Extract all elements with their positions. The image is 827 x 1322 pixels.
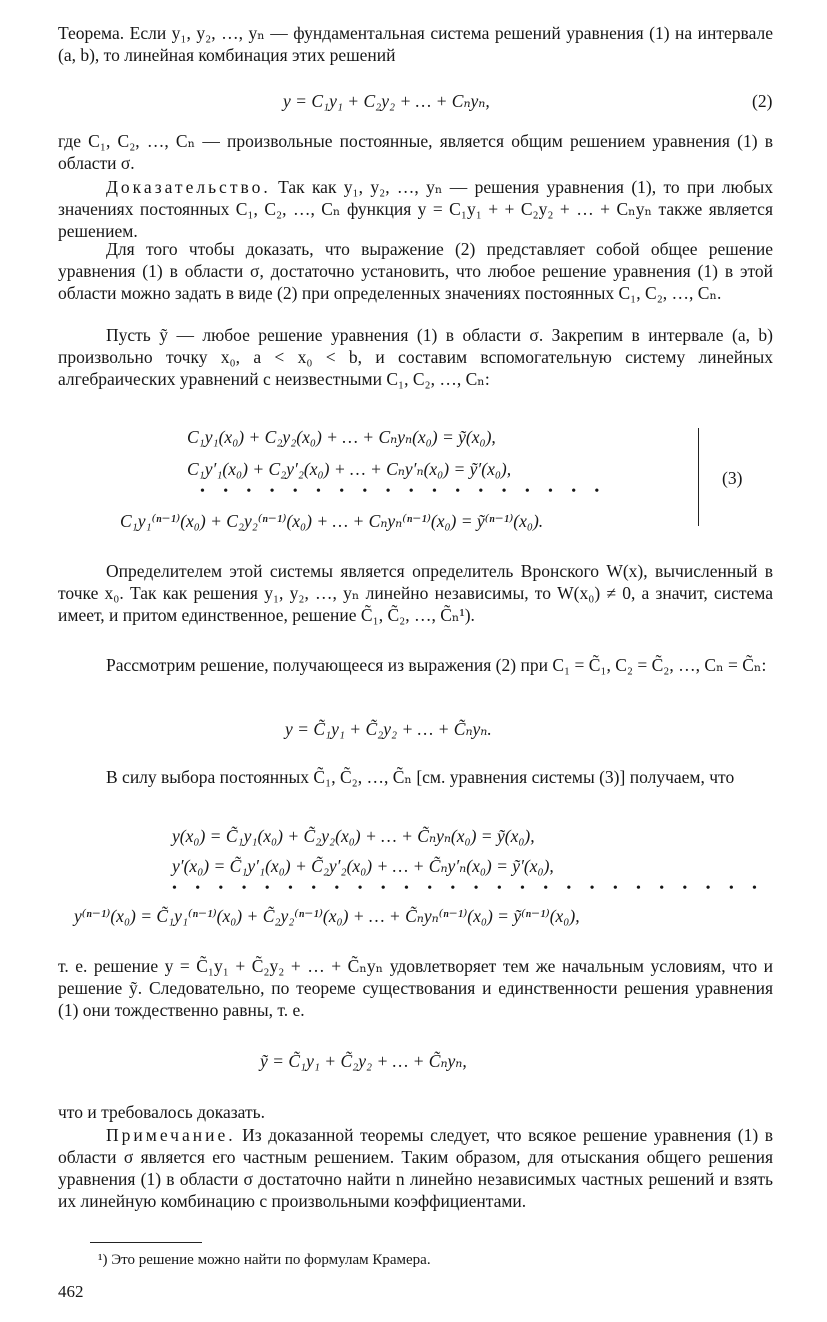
paragraph-let: Пусть ỹ — любое решение уравнения (1) в области σ. Закрепим в интервале (a, b) произвольно точку x₀, a < x₀ < b, и составим вспомогательную систему линейных алгебраических уравнений с неизвестными C₁, C₂, …, Cₙ: xyxy=(58,325,773,389)
system-b-line-1: y(x₀) = C̃₁y₁(x₀) + C̃₂y₂(x₀) + … + C̃ₙyₙ(x₀) = ỹ(x₀), xyxy=(172,826,535,846)
equation-2: y = C₁y₁ + C₂y₂ + … + Cₙyₙ, xyxy=(283,91,490,111)
system-3-brace xyxy=(686,428,699,526)
equation-final: ỹ = C̃₁y₁ + C̃₂y₂ + … + C̃ₙyₙ, xyxy=(260,1051,467,1071)
footnote-rule xyxy=(90,1242,202,1243)
footnote: ¹) Это решение можно найти по формулам Крамера. xyxy=(98,1252,431,1268)
paragraph-consider: Рассмотрим решение, получающееся из выражения (2) при C₁ = C̃₁, C₂ = C̃₂, …, Cₙ = C̃ₙ: xyxy=(106,655,767,675)
system-3-ellipsis: • • • • • • • • • • • • • • • • • • xyxy=(200,484,607,499)
note-heading: Примечание. xyxy=(106,1125,236,1145)
equation-2-number: (2) xyxy=(752,91,773,111)
system-b-line-3: y⁽ⁿ⁻¹⁾(x₀) = C̃₁y₁⁽ⁿ⁻¹⁾(x₀) + C̃₂y₂⁽ⁿ⁻¹⁾(x₀) + … + C̃ₙyₙ⁽ⁿ⁻¹⁾(x₀) = ỹ⁽ⁿ⁻¹⁾(x₀), xyxy=(74,906,580,926)
theorem-where-clause: где C₁, C₂, …, Cₙ — произвольные постоянные, является общим решением уравнения (1) в области σ. xyxy=(58,131,773,173)
paragraph-choice: В силу выбора постоянных C̃₁, C̃₂, …, C̃ₙ [см. уравнения системы (3)] получаем, что xyxy=(106,767,735,787)
paragraph-ie: т. е. решение y = C̃₁y₁ + C̃₂y₂ + … + C̃ₙyₙ удовлетворяет тем же начальным условиям, что и решение ỹ. Следовательно, по теореме существования и единственности решения уравнения (1) они тождественно равны, т. е. xyxy=(58,956,773,1020)
system-3-line-2: C₁y′₁(x₀) + C₂y′₂(x₀) + … + Cₙy′ₙ(x₀) = ỹ′(x₀), xyxy=(187,459,512,479)
paragraph-determinant: Определителем этой системы является определитель Вронского W(x), вычисленный в точке x₀. Так как решения y₁, y₂, …, yₙ линейно независимы, то W(x₀) ≠ 0, а значит, система имеет, и притом единственное, решение C̃₁, C̃₂, …, C̃ₙ¹). xyxy=(58,561,773,625)
proof-heading: Доказательство. xyxy=(106,177,271,197)
note-text: Из доказанной теоремы следует, что всякое решение уравнения (1) в области σ является его частным решением. Таким образом, для отыскания общего решения уравнения (1) в области σ достаточно найти n линейно независимых частных решений и взять их линейную комбинацию с произвольными коэффициентами. xyxy=(58,1125,773,1211)
equation-consider: y = C̃₁y₁ + C̃₂y₂ + … + C̃ₙyₙ. xyxy=(285,719,492,739)
qed-line: что и требовалось доказать. xyxy=(58,1102,266,1122)
system-b-ellipsis: • • • • • • • • • • • • • • • • • • • • • • • • • • xyxy=(172,881,765,896)
page-number: 462 xyxy=(58,1282,84,1301)
system-3-number: (3) xyxy=(722,468,743,488)
system-3-line-3: C₁y₁⁽ⁿ⁻¹⁾(x₀) + C₂y₂⁽ⁿ⁻¹⁾(x₀) + … + Cₙyₙ⁽ⁿ⁻¹⁾(x₀) = ỹ⁽ⁿ⁻¹⁾(x₀). xyxy=(120,511,544,531)
theorem-statement: Теорема. Если y₁, y₂, …, yₙ — фундаментальная система решений уравнения (1) на интервале (a, b), то линейная комбинация этих решений xyxy=(58,23,773,65)
proof-text: Так как y₁, y₂, …, yₙ — решения уравнения (1), то при любых значениях постоянных C₁, C₂, …, Cₙ функция y = C₁y₁ + + C₂y₂ + … + Cₙyₙ также является решением. xyxy=(58,177,773,241)
system-3-line-1: C₁y₁(x₀) + C₂y₂(x₀) + … + Cₙyₙ(x₀) = ỹ(x₀), xyxy=(187,427,496,447)
paragraph-to-prove: Для того чтобы доказать, что выражение (2) представляет собой общее решение уравнения (1) в области σ, достаточно установить, что любое решение уравнения (1) в этой области можно задать в виде (2) при определенных значениях постоянных C₁, C₂, …, Cₙ. xyxy=(58,239,773,303)
proof-paragraph xyxy=(58,176,773,242)
note-paragraph xyxy=(58,1124,773,1212)
system-b-line-2: y′(x₀) = C̃₁y′₁(x₀) + C̃₂y′₂(x₀) + … + C̃ₙy′ₙ(x₀) = ỹ′(x₀), xyxy=(172,856,554,876)
